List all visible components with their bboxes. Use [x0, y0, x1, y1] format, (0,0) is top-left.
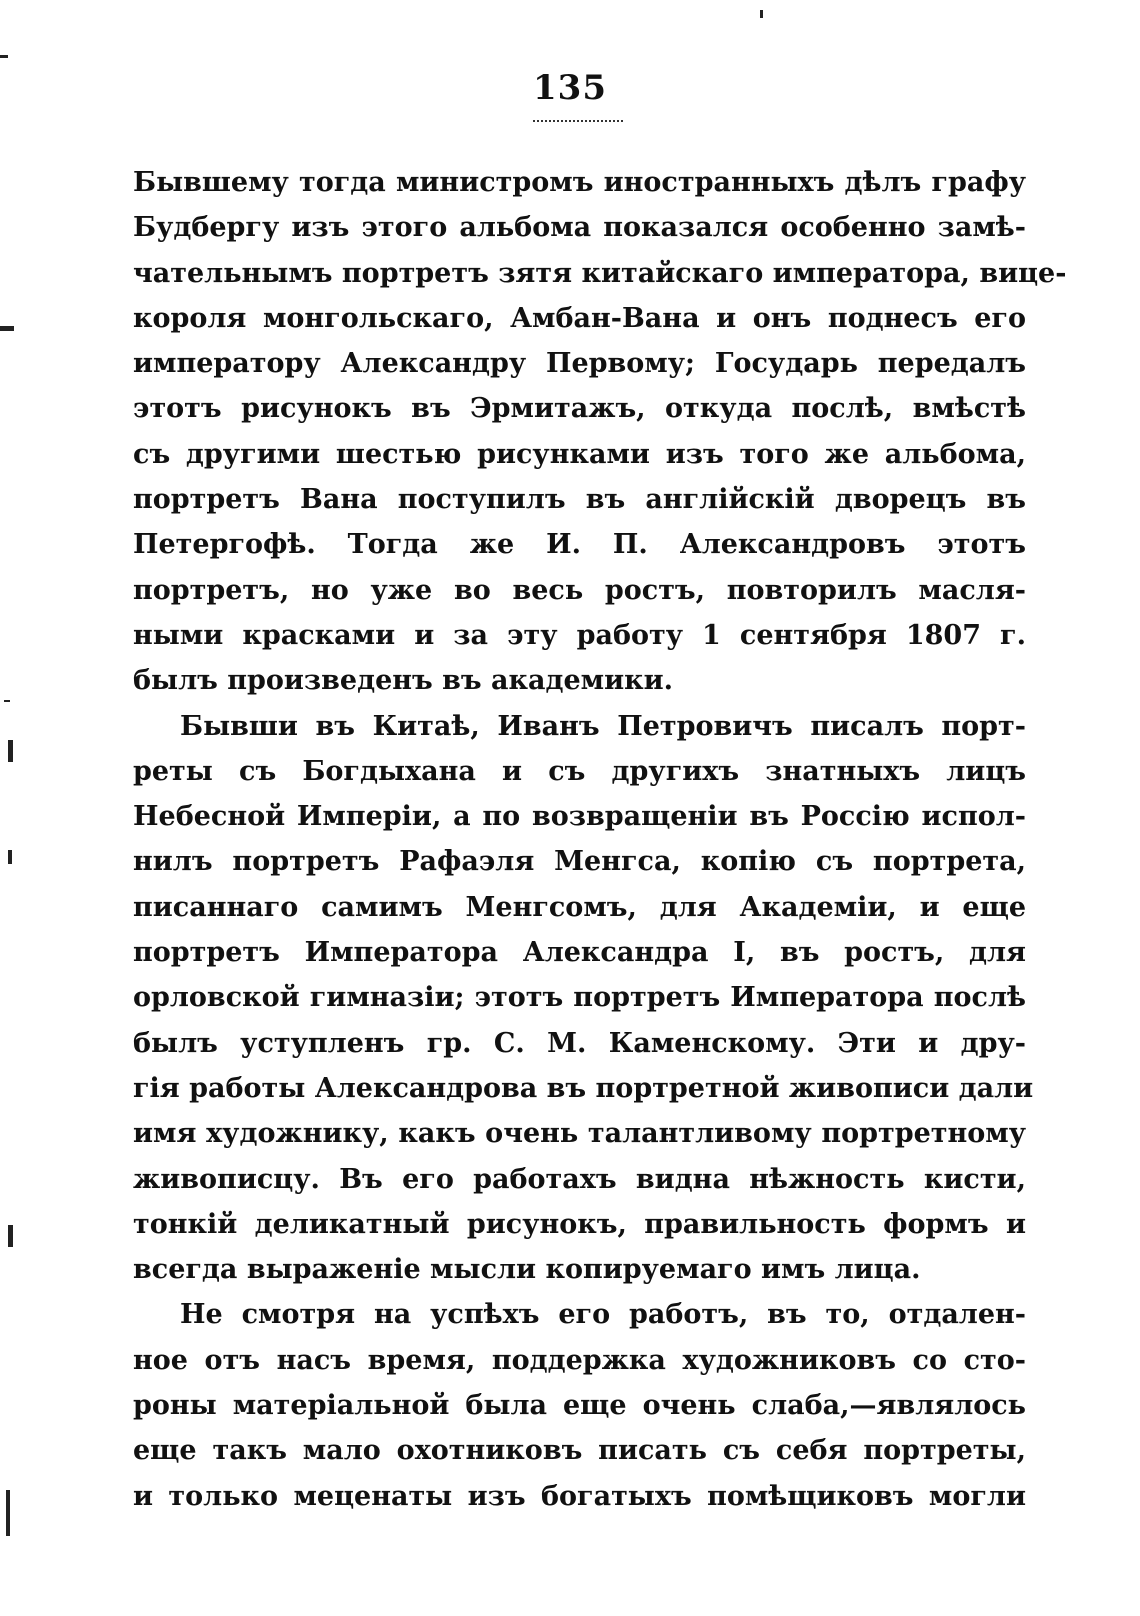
scan-mark: [0, 55, 8, 58]
text-line: гія работы Александрова въ портретной живописи дали: [133, 1072, 1034, 1104]
text-line: этотъ рисунокъ въ Эрмитажъ, откуда послѣ, вмѣстѣ: [133, 393, 1026, 425]
text-line: реты съ Богдыхана и съ другихъ знатныхъ лицъ: [133, 755, 1026, 787]
text-line: роны матеріальной была еще очень слаба,—являлось: [133, 1390, 1026, 1422]
paragraph-3: [133, 1292, 1026, 1518]
text-line: имя художнику, какъ очень талантливому портретному: [133, 1118, 1026, 1150]
text-line: писаннаго самимъ Менгсомъ, для Академіи, и еще: [133, 891, 1026, 923]
text-line: Будбергу изъ этого альбома показался особенно замѣ-: [133, 212, 1026, 244]
page-number-rule: [533, 120, 623, 122]
body-text: [133, 160, 1067, 1519]
scan-mark: [6, 1490, 10, 1536]
text-line: ными красками и за эту работу 1 сентября 1807 г.: [133, 619, 1026, 651]
text-line: Не смотря на успѣхъ его работъ, въ то, отдален-: [180, 1299, 1026, 1331]
paragraph-2: [133, 704, 1034, 1293]
text-line: портретъ Императора Александра I, въ ростъ, для: [133, 937, 1026, 969]
text-line: портретъ Вана поступилъ въ англійскій дворецъ въ: [133, 484, 1026, 516]
text-line: и только меценаты изъ богатыхъ помѣщиковъ могли: [133, 1480, 1026, 1512]
text-line: короля монгольскаго, Амбан-Вана и онъ поднесъ его: [133, 302, 1026, 334]
text-line: нилъ портретъ Рафаэля Менгса, копію съ портрета,: [133, 846, 1026, 878]
text-line: Петергофѣ. Тогда же И. П. Александровъ этотъ: [133, 529, 1026, 561]
scan-mark: [8, 850, 12, 864]
text-line: тонкій деликатный рисунокъ, правильность формъ и: [133, 1208, 1026, 1240]
text-line: императору Александру Первому; Государь передалъ: [133, 348, 1026, 380]
text-line: портретъ, но уже во весь ростъ, повторилъ масля-: [133, 574, 1026, 606]
text-line: былъ уступленъ гр. С. М. Каменскому. Эти и дру-: [133, 1027, 1026, 1059]
text-line: ное отъ насъ время, поддержка художниковъ со сто-: [133, 1344, 1026, 1376]
scan-mark: [4, 700, 10, 702]
text-line: орловской гимназіи; этотъ портретъ Императора послѣ: [133, 982, 1026, 1014]
text-line: всегда выраженіе мысли копируемаго имъ лица.: [133, 1254, 921, 1286]
text-line: съ другими шестью рисунками изъ того же альбома,: [133, 438, 1026, 470]
text-line: Бывшему тогда министромъ иностранныхъ дѣлъ графу: [133, 167, 1026, 198]
scan-mark: [8, 740, 13, 762]
scan-mark: [0, 326, 14, 331]
text-line: живописцу. Въ его работахъ видна нѣжность кисти,: [133, 1163, 1026, 1195]
paragraph-1: [133, 160, 1067, 704]
scan-mark: [8, 1225, 13, 1247]
scan-mark: [760, 10, 763, 18]
text-line: чательнымъ портретъ зятя китайскаго императора, вице-: [133, 257, 1067, 289]
page-number: 135: [533, 68, 607, 108]
text-line: Небесной Имперіи, а по возвращеніи въ Россію испол-: [133, 801, 1026, 833]
text-line: былъ произведенъ въ академики.: [133, 665, 674, 697]
text-line: еще такъ мало охотниковъ писать съ себя портреты,: [133, 1435, 1026, 1467]
text-line: Бывши въ Китаѣ, Иванъ Петровичъ писалъ порт-: [180, 710, 1026, 742]
